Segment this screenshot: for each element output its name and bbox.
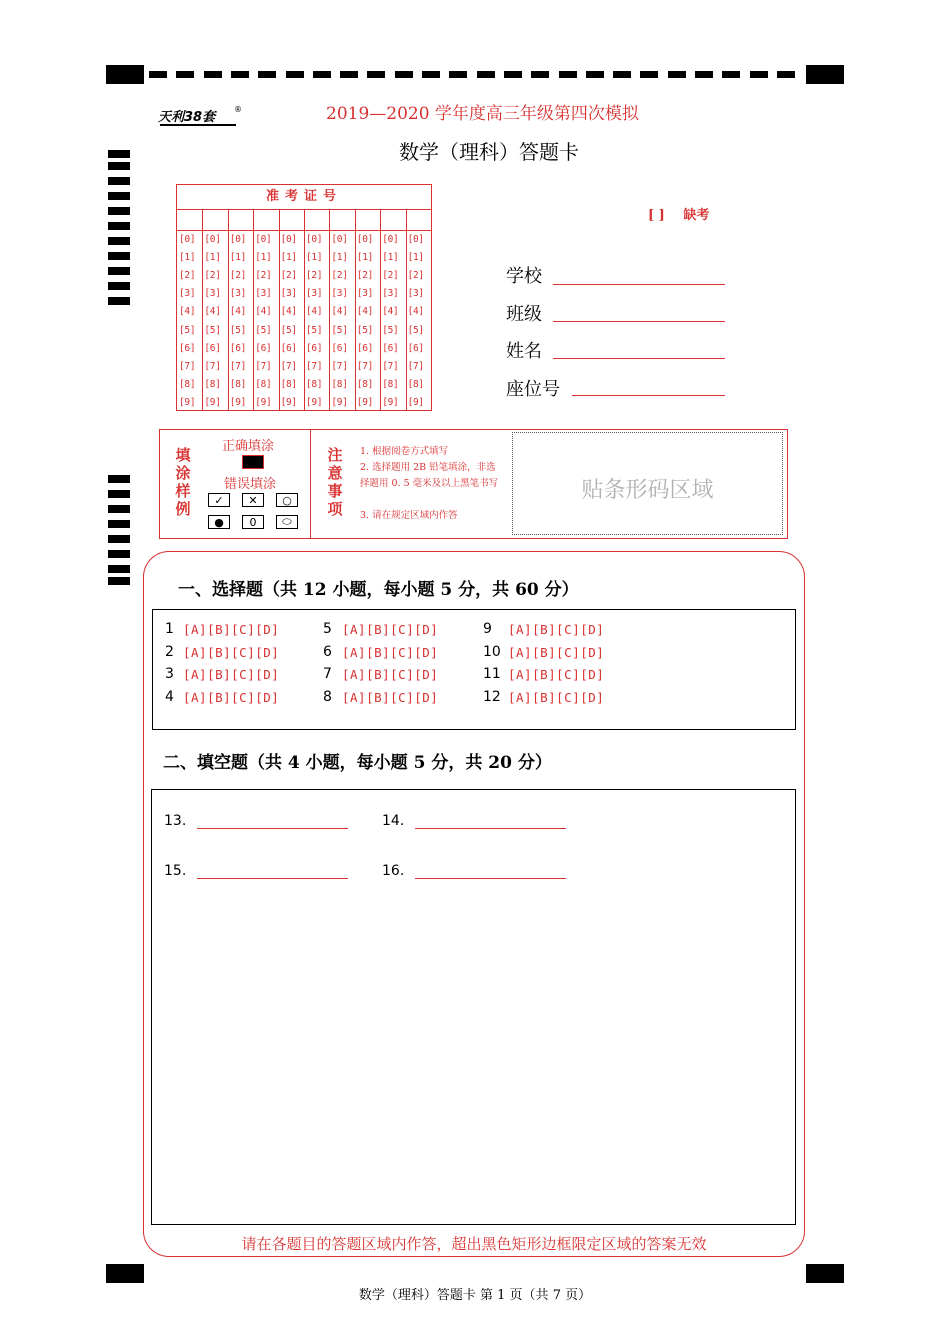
digit-bubble[interactable]: [7] xyxy=(306,360,323,372)
digit-bubble[interactable]: [4] xyxy=(280,306,297,318)
digit-bubble[interactable]: [5] xyxy=(356,324,374,336)
digit-bubble[interactable]: [0] xyxy=(331,234,348,245)
digit-bubble[interactable]: [0] xyxy=(280,234,297,245)
digit-bubble[interactable]: [6] xyxy=(255,342,272,354)
note-item-2: 2. 选择题用 2B 铅笔填涂，非选择题用 0. 5 毫米及以上黑笔书写 xyxy=(360,462,499,489)
question-number: 2 xyxy=(165,643,174,660)
blank-13-label: 13. xyxy=(164,813,187,829)
dash-segment xyxy=(750,71,768,78)
digit-bubble[interactable]: [2] xyxy=(204,270,221,282)
digit-bubble[interactable]: [2] xyxy=(331,270,348,282)
digit-bubble[interactable]: [6] xyxy=(356,342,374,354)
card-title: 数学（理科）答题卡 xyxy=(399,140,579,164)
digit-bubble[interactable]: [5] xyxy=(331,324,348,336)
note-item-1: 1. 根据阅卷方式填写 xyxy=(360,446,449,457)
answer-options[interactable]: [A][B][C][D] xyxy=(183,667,280,682)
timing-mark xyxy=(108,192,130,200)
digit-bubble[interactable]: [3] xyxy=(229,288,247,300)
dash-segment xyxy=(668,71,686,78)
registration-mark-bottom-left xyxy=(106,1264,144,1283)
wrong-ellipse-mark: ⬭ xyxy=(276,515,298,529)
blank-13-line[interactable] xyxy=(197,828,348,829)
digit-bubble[interactable]: [1] xyxy=(255,252,272,264)
digit-bubble[interactable]: [5] xyxy=(229,324,247,336)
digit-bubble[interactable]: [3] xyxy=(407,288,424,300)
registration-mark-top-left xyxy=(106,65,144,84)
instructions-box xyxy=(159,429,788,539)
absent-bracket: [ ] xyxy=(648,208,665,223)
wrong-oval-mark: 0 xyxy=(242,515,264,529)
digit-bubble[interactable]: [2] xyxy=(356,270,374,282)
digit-bubble[interactable]: [5] xyxy=(255,324,272,336)
digit-bubble[interactable]: [4] xyxy=(255,306,272,318)
correct-fill-label: 正确填涂 xyxy=(222,439,275,454)
seat-field[interactable] xyxy=(572,395,725,396)
timing-mark xyxy=(108,505,130,513)
digit-bubble[interactable]: [7] xyxy=(407,360,424,372)
dash-segment xyxy=(258,71,276,78)
section2-title: 二、填空题（共 4 小题，每小题 5 分，共 20 分） xyxy=(163,753,552,773)
digit-bubble[interactable]: [4] xyxy=(331,306,348,318)
dash-segment xyxy=(395,71,413,78)
digit-bubble[interactable]: [0] xyxy=(179,234,196,245)
admission-number-grid[interactable] xyxy=(176,184,432,411)
digit-bubble[interactable]: [3] xyxy=(382,288,399,300)
dash-segment xyxy=(149,71,167,78)
timing-mark xyxy=(108,550,130,558)
digit-bubble[interactable]: [6] xyxy=(407,342,424,354)
wrong-fill-label: 错误填涂 xyxy=(224,477,277,492)
digit-bubble[interactable]: [5] xyxy=(179,324,196,336)
digit-bubble[interactable]: [1] xyxy=(331,252,348,264)
digit-bubble[interactable]: [8] xyxy=(179,378,196,390)
digit-bubble[interactable]: [4] xyxy=(306,306,323,318)
blank-15-line[interactable] xyxy=(197,878,348,879)
digit-bubble[interactable]: [8] xyxy=(407,378,424,390)
timing-mark xyxy=(108,267,130,275)
digit-bubble[interactable]: [3] xyxy=(331,288,348,300)
registration-mark-top-right xyxy=(806,65,844,84)
dash-segment xyxy=(176,71,194,78)
timing-mark xyxy=(108,252,130,260)
dash-segment xyxy=(722,71,740,78)
fill-answer-box[interactable] xyxy=(151,789,796,1225)
digit-bubble[interactable]: [6] xyxy=(204,342,221,354)
digit-bubble[interactable]: [9] xyxy=(204,396,221,408)
wrong-dot-mark: ● xyxy=(208,515,230,529)
digit-bubble[interactable]: [8] xyxy=(204,378,221,390)
section1-title: 一、选择题（共 12 小题，每小题 5 分，共 60 分） xyxy=(178,580,579,600)
dash-segment xyxy=(449,71,467,78)
digit-bubble[interactable]: [0] xyxy=(204,234,221,245)
dash-segment xyxy=(531,71,549,78)
digit-bubble[interactable]: [9] xyxy=(179,396,196,408)
question-number: 3 xyxy=(165,666,174,682)
wrong-cross-mark: ✕ xyxy=(242,493,264,507)
seat-label: 座位号 xyxy=(506,379,560,400)
blank-15-label: 15. xyxy=(164,863,187,879)
admission-number-title: 准考证号 xyxy=(177,185,431,210)
digit-bubble[interactable]: [0] xyxy=(229,234,247,245)
digit-bubble[interactable]: [4] xyxy=(204,306,221,318)
school-label: 学校 xyxy=(506,266,542,287)
answer-options[interactable]: [A][B][C][D] xyxy=(342,622,439,637)
digit-bubble[interactable]: [1] xyxy=(229,252,247,264)
question-number: 9 xyxy=(483,621,492,637)
digit-bubble[interactable]: [9] xyxy=(356,396,374,408)
absent-checkbox[interactable] xyxy=(648,204,709,223)
timing-mark xyxy=(108,297,130,305)
digit-bubble[interactable]: [7] xyxy=(382,360,399,372)
logo-icon xyxy=(158,103,242,129)
digit-bubble[interactable]: [3] xyxy=(204,288,221,300)
answer-options[interactable]: [A][B][C][D] xyxy=(183,622,280,637)
digit-bubble[interactable]: [9] xyxy=(331,396,348,408)
digit-bubble[interactable]: [6] xyxy=(179,342,196,354)
answer-options[interactable]: [A][B][C][D] xyxy=(342,667,439,682)
publisher-logo xyxy=(158,103,242,129)
question-number: 6 xyxy=(323,643,332,660)
timing-mark xyxy=(108,207,130,215)
digit-bubble[interactable]: [3] xyxy=(255,288,272,300)
dash-segment xyxy=(586,71,604,78)
digit-bubble[interactable]: [1] xyxy=(280,252,297,264)
question-number: 12 xyxy=(483,688,501,705)
answer-options[interactable]: [A][B][C][D] xyxy=(183,644,280,660)
timing-mark xyxy=(108,490,130,498)
question-number: 11 xyxy=(483,666,501,682)
digit-bubble[interactable]: [2] xyxy=(229,270,247,282)
digit-bubble[interactable]: [7] xyxy=(356,360,374,372)
correct-fill-sample xyxy=(242,455,264,469)
digit-bubble[interactable]: [7] xyxy=(204,360,221,372)
name-field[interactable] xyxy=(553,358,725,359)
timing-mark xyxy=(108,177,130,185)
digit-bubble[interactable]: [5] xyxy=(280,324,297,336)
page-footer: 数学（理科）答题卡 第 1 页（共 7 页） xyxy=(358,1288,592,1303)
digit-bubble[interactable]: [2] xyxy=(255,270,272,282)
digit-bubble[interactable]: [0] xyxy=(407,234,424,245)
registration-mark-bottom-right xyxy=(806,1264,844,1283)
dash-segment xyxy=(286,71,304,78)
digit-bubble[interactable]: [7] xyxy=(229,360,247,372)
note-item-3: 3. 请在规定区域内作答 xyxy=(360,510,458,521)
timing-mark xyxy=(108,237,130,245)
class-field[interactable] xyxy=(553,321,725,322)
answer-options[interactable]: [A][B][C][D] xyxy=(342,689,439,705)
digit-bubble[interactable]: [3] xyxy=(356,288,374,300)
dash-segment xyxy=(695,71,713,78)
dash-segment xyxy=(504,71,522,78)
school-field[interactable] xyxy=(553,284,725,285)
exam-title: 2019—2020 学年度高三年级第四次模拟 xyxy=(326,104,639,124)
digit-bubble[interactable]: [1] xyxy=(356,252,374,264)
timing-mark xyxy=(108,520,130,528)
digit-bubble[interactable]: [1] xyxy=(306,252,323,264)
divider xyxy=(310,430,311,538)
digit-bubble[interactable]: [6] xyxy=(331,342,348,354)
barcode-area xyxy=(512,432,783,535)
timing-mark xyxy=(108,535,130,543)
absent-label: 缺考 xyxy=(683,208,710,223)
svg-text:天利38套: 天利38套 xyxy=(158,110,216,125)
answer-options[interactable]: [A][B][C][D] xyxy=(508,667,605,682)
dash-segment xyxy=(559,71,577,78)
question-number: 10 xyxy=(483,643,501,660)
fill-sample-title: 填涂样例 xyxy=(175,446,191,518)
digit-bubble[interactable]: [0] xyxy=(306,234,323,245)
digit-bubble[interactable]: [0] xyxy=(255,234,272,245)
svg-text:®: ® xyxy=(234,105,242,114)
blank-14-label: 14. xyxy=(382,813,405,829)
question-number: 8 xyxy=(323,688,332,705)
digit-bubble[interactable]: [8] xyxy=(255,378,272,390)
digit-bubble[interactable]: [1] xyxy=(179,252,196,264)
timing-mark xyxy=(108,282,130,290)
digit-bubble[interactable]: [3] xyxy=(306,288,323,300)
digit-bubble[interactable]: [8] xyxy=(306,378,323,390)
barcode-label: 贴条形码区域 xyxy=(581,478,714,503)
timing-mark xyxy=(108,150,130,158)
blank-16-label: 16. xyxy=(382,863,405,879)
digit-bubble[interactable]: [4] xyxy=(356,306,374,318)
digit-bubble[interactable]: [1] xyxy=(382,252,399,264)
digit-bubble[interactable]: [7] xyxy=(331,360,348,372)
digit-bubble[interactable]: [2] xyxy=(179,270,196,282)
answer-area-warning: 请在各题目的答题区域内作答，超出黑色矩形边框限定区域的答案无效 xyxy=(241,1235,707,1253)
digit-bubble[interactable]: [6] xyxy=(306,342,323,354)
answer-options[interactable]: [A][B][C][D] xyxy=(508,622,605,637)
digit-bubble[interactable]: [1] xyxy=(407,252,424,264)
dash-segment xyxy=(313,71,331,78)
digit-bubble[interactable]: [1] xyxy=(204,252,221,264)
digit-bubble[interactable]: [6] xyxy=(382,342,399,354)
digit-bubble[interactable]: [3] xyxy=(179,288,196,300)
digit-bubble[interactable]: [4] xyxy=(179,306,196,318)
digit-bubble[interactable]: [5] xyxy=(382,324,399,336)
digit-bubble[interactable]: [5] xyxy=(306,324,323,336)
digit-bubble[interactable]: [8] xyxy=(382,378,399,390)
digit-bubble[interactable]: [5] xyxy=(204,324,221,336)
answer-options[interactable]: [A][B][C][D] xyxy=(183,689,280,705)
digit-bubble[interactable]: [2] xyxy=(306,270,323,282)
digit-bubble[interactable]: [8] xyxy=(280,378,297,390)
digit-bubble[interactable]: [7] xyxy=(179,360,196,372)
question-number: 7 xyxy=(323,666,332,682)
name-label: 姓名 xyxy=(506,341,542,362)
dash-segment xyxy=(477,71,495,78)
dash-segment xyxy=(204,71,222,78)
digit-bubble[interactable]: [6] xyxy=(229,342,247,354)
digit-bubble[interactable]: [4] xyxy=(229,306,247,318)
blank-14-line[interactable] xyxy=(415,828,566,829)
digit-bubble[interactable]: [2] xyxy=(407,270,424,282)
digit-bubble[interactable]: [9] xyxy=(255,396,272,408)
digit-bubble[interactable]: [3] xyxy=(280,288,297,300)
digit-bubble[interactable]: [7] xyxy=(280,360,297,372)
digit-bubble[interactable]: [4] xyxy=(382,306,399,318)
question-number: 4 xyxy=(165,688,174,705)
digit-bubble[interactable]: [8] xyxy=(229,378,247,390)
wrong-circle-mark: ○ xyxy=(276,493,298,507)
timing-mark xyxy=(108,222,130,230)
timing-mark xyxy=(108,565,130,573)
digit-bubble[interactable]: [2] xyxy=(382,270,399,282)
dash-segment xyxy=(613,71,631,78)
question-number: 5 xyxy=(323,621,332,637)
dash-segment xyxy=(422,71,440,78)
digit-bubble[interactable]: [5] xyxy=(407,324,424,336)
digit-bubble[interactable]: [9] xyxy=(407,396,424,408)
blank-16-line[interactable] xyxy=(415,878,566,879)
digit-bubble[interactable]: [9] xyxy=(382,396,399,408)
timing-mark xyxy=(108,162,130,170)
dash-segment xyxy=(367,71,385,78)
dash-segment xyxy=(340,71,358,78)
class-label: 班级 xyxy=(506,304,542,325)
digit-bubble[interactable]: [7] xyxy=(255,360,272,372)
digit-bubble[interactable]: [8] xyxy=(356,378,374,390)
digit-bubble[interactable]: [9] xyxy=(280,396,297,408)
dash-segment xyxy=(231,71,249,78)
digit-bubble[interactable]: [9] xyxy=(229,396,247,408)
digit-bubble[interactable]: [0] xyxy=(356,234,374,245)
digit-bubble[interactable]: [8] xyxy=(331,378,348,390)
timing-mark xyxy=(108,475,130,483)
digit-bubble[interactable]: [6] xyxy=(280,342,297,354)
answer-options[interactable]: [A][B][C][D] xyxy=(508,644,605,660)
dash-segment xyxy=(640,71,658,78)
digit-bubble[interactable]: [9] xyxy=(306,396,323,408)
wrong-check-mark: ✓ xyxy=(208,493,230,507)
answer-options[interactable]: [A][B][C][D] xyxy=(508,689,605,705)
question-number: 1 xyxy=(165,621,174,637)
digit-bubble[interactable]: [2] xyxy=(280,270,297,282)
answer-options[interactable]: [A][B][C][D] xyxy=(342,644,439,660)
digit-bubble[interactable]: [4] xyxy=(407,306,424,318)
dash-segment xyxy=(777,71,795,78)
timing-mark xyxy=(108,577,130,585)
notes-title: 注意事项 xyxy=(327,446,343,518)
digit-bubble[interactable]: [0] xyxy=(382,234,399,245)
